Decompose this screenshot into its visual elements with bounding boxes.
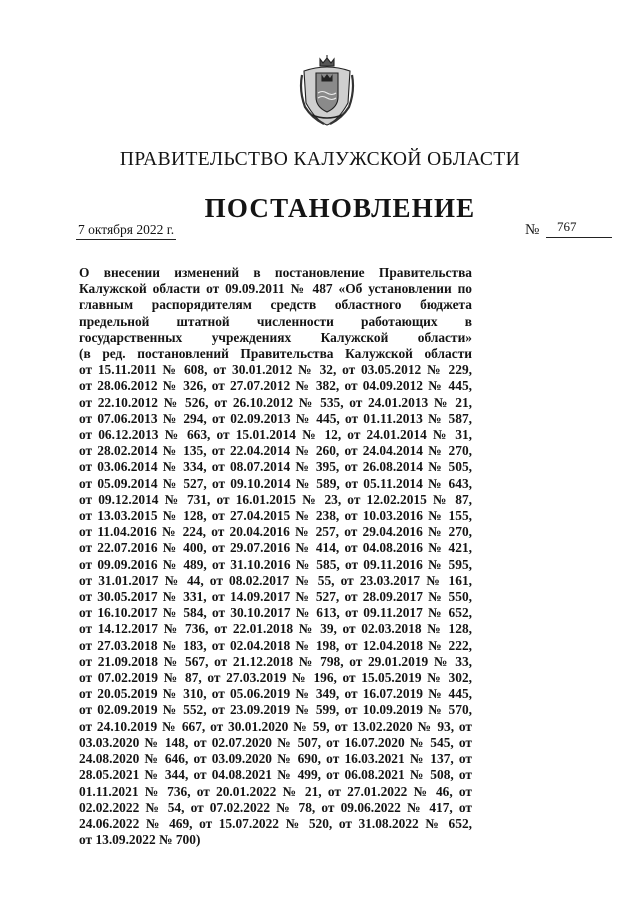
body-line: 24.08.2020 № 646, от 03.09.2020 № 690, от 16.03.2021 № 137, от [79,751,472,767]
body-line: от 20.05.2019 № 310, от 05.06.2019 № 349, от 16.07.2019 № 445, [79,686,472,702]
body-line: главным распорядителям средств областного бюджета [79,297,472,313]
body-line: (в ред. постановлений Правительства Калужской области [79,346,472,362]
body-line: от 03.06.2014 № 334, от 08.07.2014 № 395, от 26.08.2014 № 505, [79,459,472,475]
body-line: 28.05.2021 № 344, от 04.08.2021 № 499, от 06.08.2021 № 508, от [79,767,472,783]
body-line: от 07.06.2013 № 294, от 02.09.2013 № 445, от 01.11.2013 № 587, [79,410,472,426]
body-line: от 27.03.2018 № 183, от 02.04.2018 № 198, от 12.04.2018 № 222, [79,637,472,653]
body-line: Калужской области от 09.09.2011 № 487 «Об установлении по [79,281,472,297]
number-underline [546,237,612,238]
body-line: от 13.09.2022 № 700) [79,832,201,848]
body-line: от 07.02.2019 № 87, от 27.03.2019 № 196, от 15.05.2019 № 302, [79,670,472,686]
document-type-heading: ПОСТАНОВЛЕНИЕ [204,193,476,223]
body-line: от 22.10.2012 № 526, от 26.10.2012 № 535, от 24.01.2013 № 21, [79,394,472,410]
body-line: 01.11.2021 № 736, от 20.01.2022 № 21, от 27.01.2022 № 46, от [79,783,472,799]
body-line: от 06.12.2013 № 663, от 15.01.2014 № 12, от 24.01.2014 № 31, [79,427,472,443]
document-body [79,265,472,848]
body-line: от 05.09.2014 № 527, от 09.10.2014 № 589, от 05.11.2014 № 643, [79,475,472,491]
body-line: государственных учреждениях Калужской области» [79,329,472,345]
body-line: от 28.02.2014 № 135, от 22.04.2014 № 260, от 24.04.2014 № 270, [79,443,472,459]
body-line: от 11.04.2016 № 224, от 20.04.2016 № 257, от 29.04.2016 № 270, [79,524,472,540]
body-line: от 28.06.2012 № 326, от 27.07.2012 № 382, от 04.09.2012 № 445, [79,378,472,394]
body-line: 02.02.2022 № 54, от 07.02.2022 № 78, от 09.06.2022 № 417, от [79,799,472,815]
coat-of-arms-icon [298,55,356,127]
body-line: от 13.03.2015 № 128, от 27.04.2015 № 238, от 10.03.2016 № 155, [79,508,472,524]
body-line: от 24.10.2019 № 667, от 30.01.2020 № 59, от 13.02.2020 № 93, от [79,718,472,734]
document-date: 7 октября 2022 г. [76,222,176,240]
body-line: 24.06.2022 № 469, от 15.07.2022 № 520, от 31.08.2022 № 652, [79,815,472,831]
body-line: от 21.09.2018 № 567, от 21.12.2018 № 798, от 29.01.2019 № 33, [79,653,472,669]
body-line: от 09.09.2016 № 489, от 31.10.2016 № 585, от 09.11.2016 № 595, [79,556,472,572]
body-line: 03.03.2020 № 148, от 02.07.2020 № 507, от 16.07.2020 № 545, от [79,734,472,750]
body-line: от 09.12.2014 № 731, от 16.01.2015 № 23, от 12.02.2015 № 87, [79,491,472,507]
body-line: от 15.11.2011 № 608, от 30.01.2012 № 32, от 03.05.2012 № 229, [79,362,472,378]
body-line: предельной штатной численности работающих в [79,313,472,329]
body-line: от 14.12.2017 № 736, от 22.01.2018 № 39, от 02.03.2018 № 128, [79,621,472,637]
number-label: № [525,222,540,238]
body-line: от 02.09.2019 № 552, от 23.09.2019 № 599, от 10.09.2019 № 570, [79,702,472,718]
body-line: от 31.01.2017 № 44, от 08.02.2017 № 55, от 23.03.2017 № 161, [79,572,472,588]
organization-title: ПРАВИТЕЛЬСТВО КАЛУЖСКОЙ ОБЛАСТИ [119,149,521,170]
document-number: 767 [557,219,577,234]
body-line: от 30.05.2017 № 331, от 14.09.2017 № 527, от 28.09.2017 № 550, [79,589,472,605]
body-line: О внесении изменений в постановление Правительства [79,265,472,280]
body-line: от 22.07.2016 № 400, от 29.07.2016 № 414, от 04.08.2016 № 421, [79,540,472,556]
body-line: от 16.10.2017 № 584, от 30.10.2017 № 613, от 09.11.2017 № 652, [79,605,472,621]
